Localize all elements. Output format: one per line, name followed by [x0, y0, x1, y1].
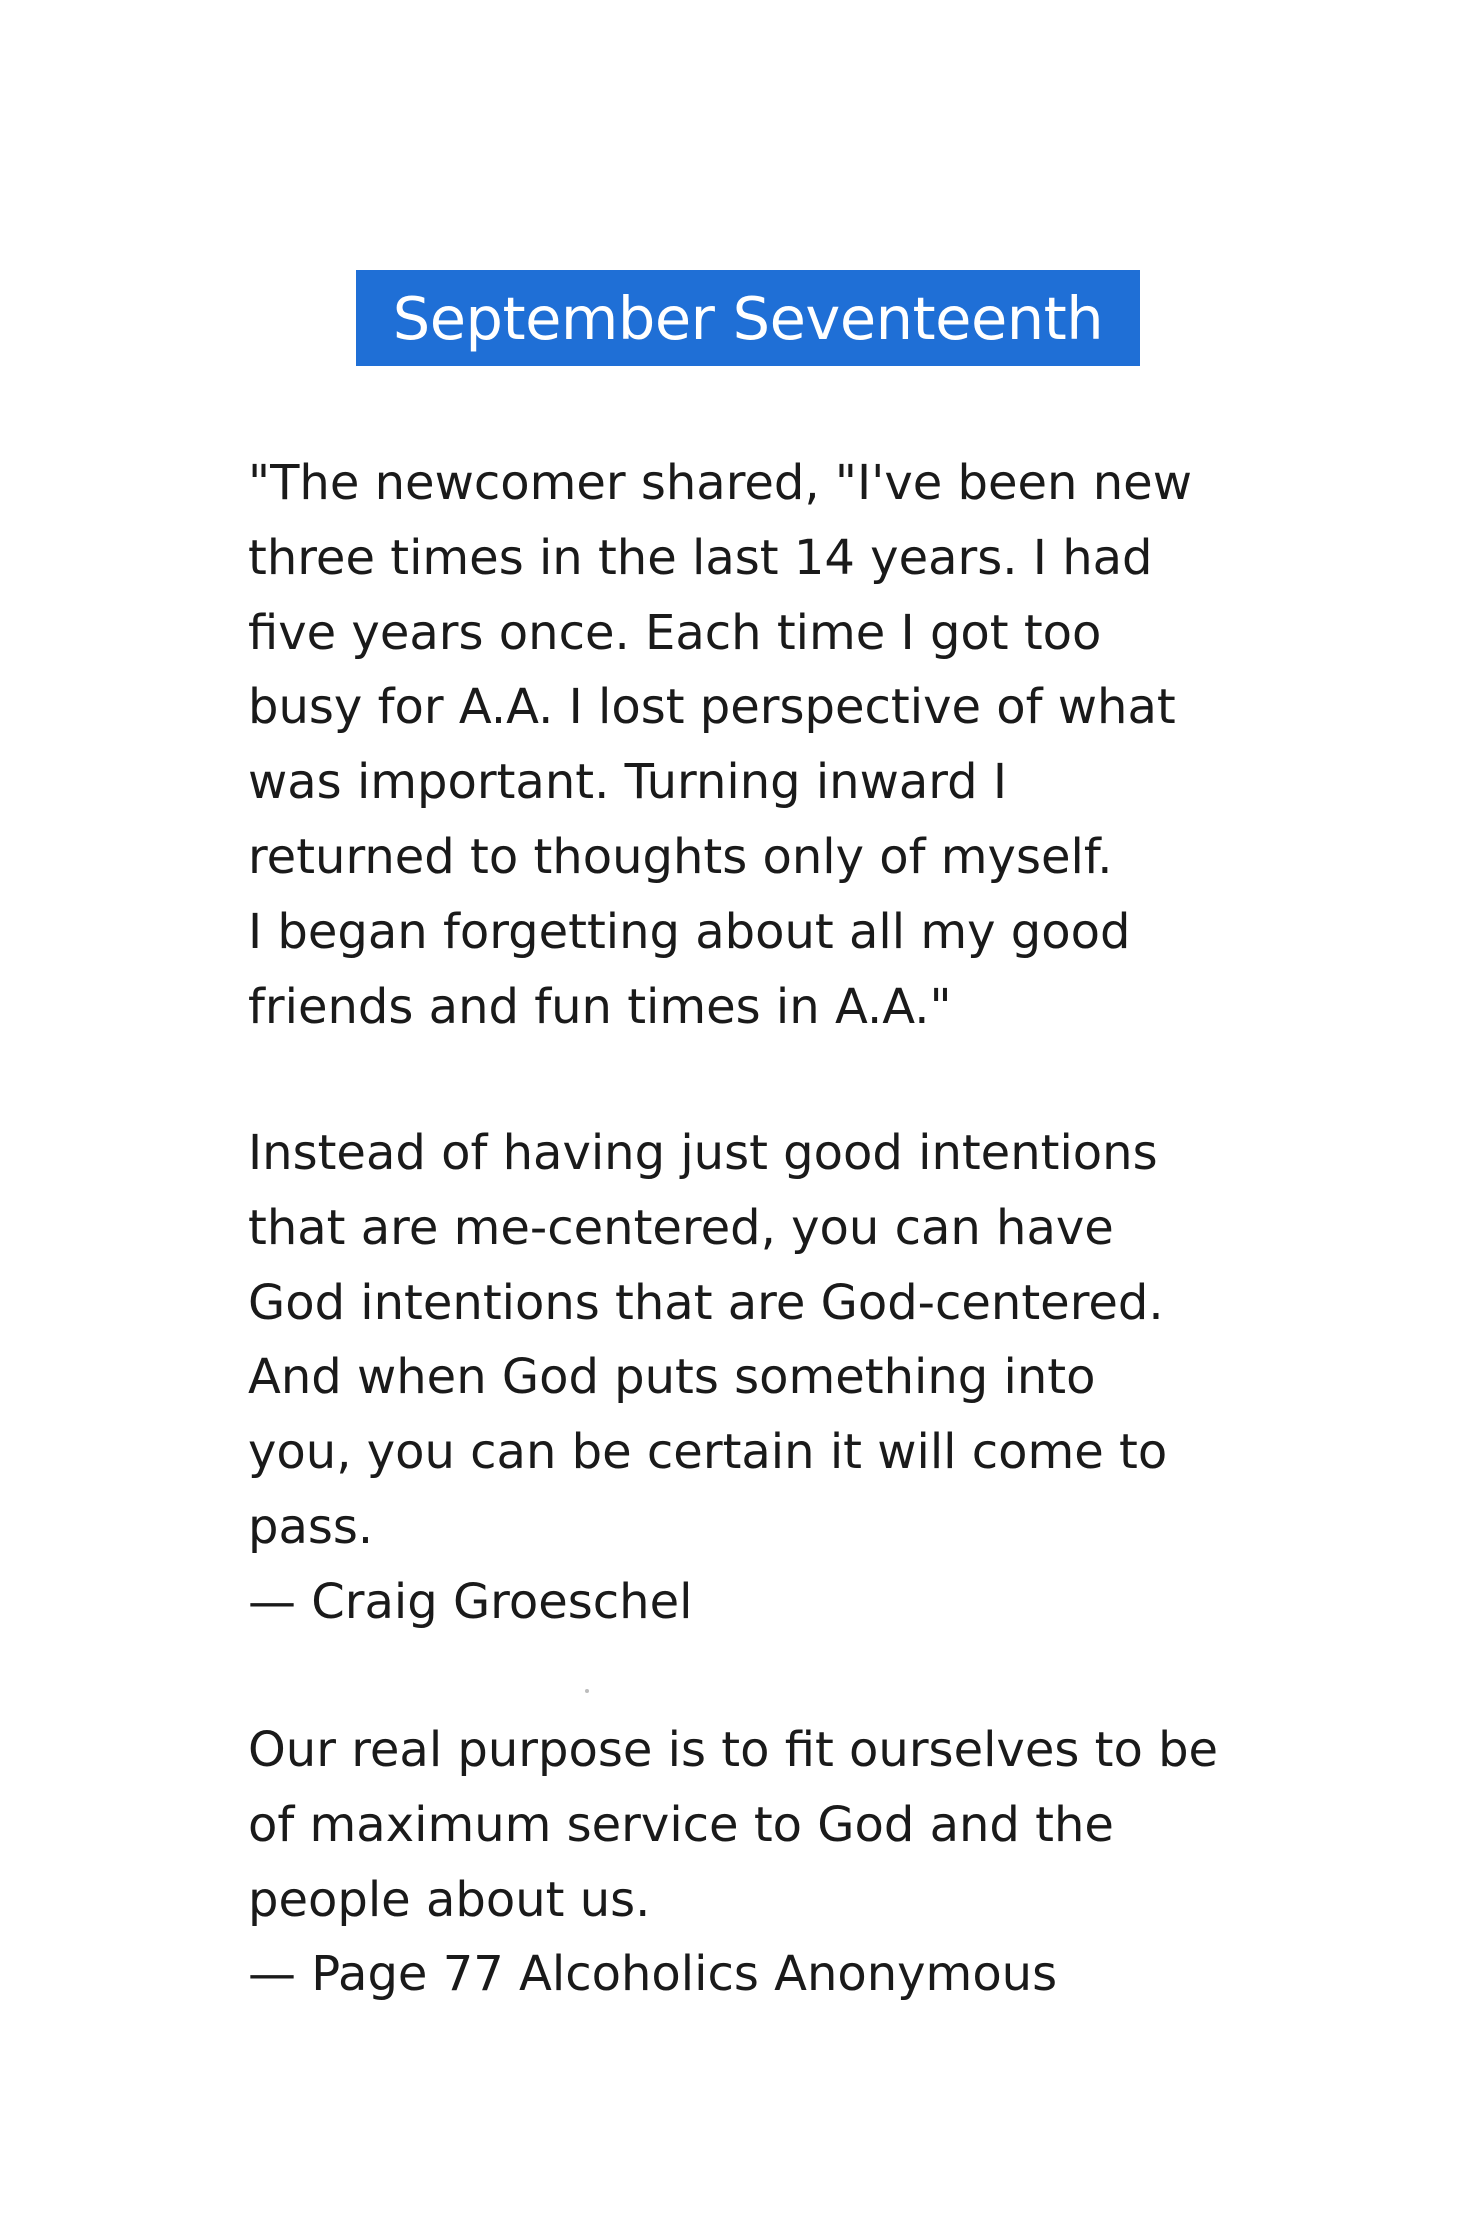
newcomer-quote-paragraph — [248, 446, 1192, 1044]
text-line: that are me-centered, you can have — [248, 1199, 1114, 1256]
text-line: And when God puts something into — [248, 1349, 1096, 1406]
scan-speck — [585, 1689, 589, 1693]
groeschel-quote-paragraph — [248, 1116, 1167, 1640]
text-line: you, you can be certain it will come to — [248, 1424, 1168, 1481]
big-book-quote-paragraph — [248, 1713, 1218, 2012]
text-line: pass. — [248, 1498, 374, 1555]
quote-attribution: — Craig Groeschel — [248, 1573, 693, 1630]
text-line: was important. Turning inward I — [248, 754, 1008, 811]
text-line: returned to thoughts only of myself. — [248, 828, 1113, 885]
text-line: busy for A.A. I lost perspective of what — [248, 679, 1176, 736]
quote-attribution: — Page 77 Alcoholics Anonymous — [248, 1946, 1058, 2003]
text-line: Instead of having just good intentions — [248, 1125, 1158, 1181]
text-line: friends and fun times in A.A." — [248, 978, 952, 1035]
text-line: three times in the last 14 years. I had — [248, 529, 1153, 586]
text-line: of maximum service to God and the — [248, 1796, 1114, 1853]
text-line: "The newcomer shared, "I've been new — [248, 455, 1192, 511]
text-line: people about us. — [248, 1871, 651, 1928]
text-line: Our real purpose is to fit ourselves to be — [248, 1722, 1219, 1778]
text-line: God intentions that are God-centered. — [248, 1274, 1164, 1331]
text-line: I began forgetting about all my good — [248, 903, 1131, 960]
title-banner — [356, 270, 1140, 366]
text-line: five years once. Each time I got too — [248, 604, 1102, 661]
page-title: September Seventeenth — [392, 283, 1104, 353]
